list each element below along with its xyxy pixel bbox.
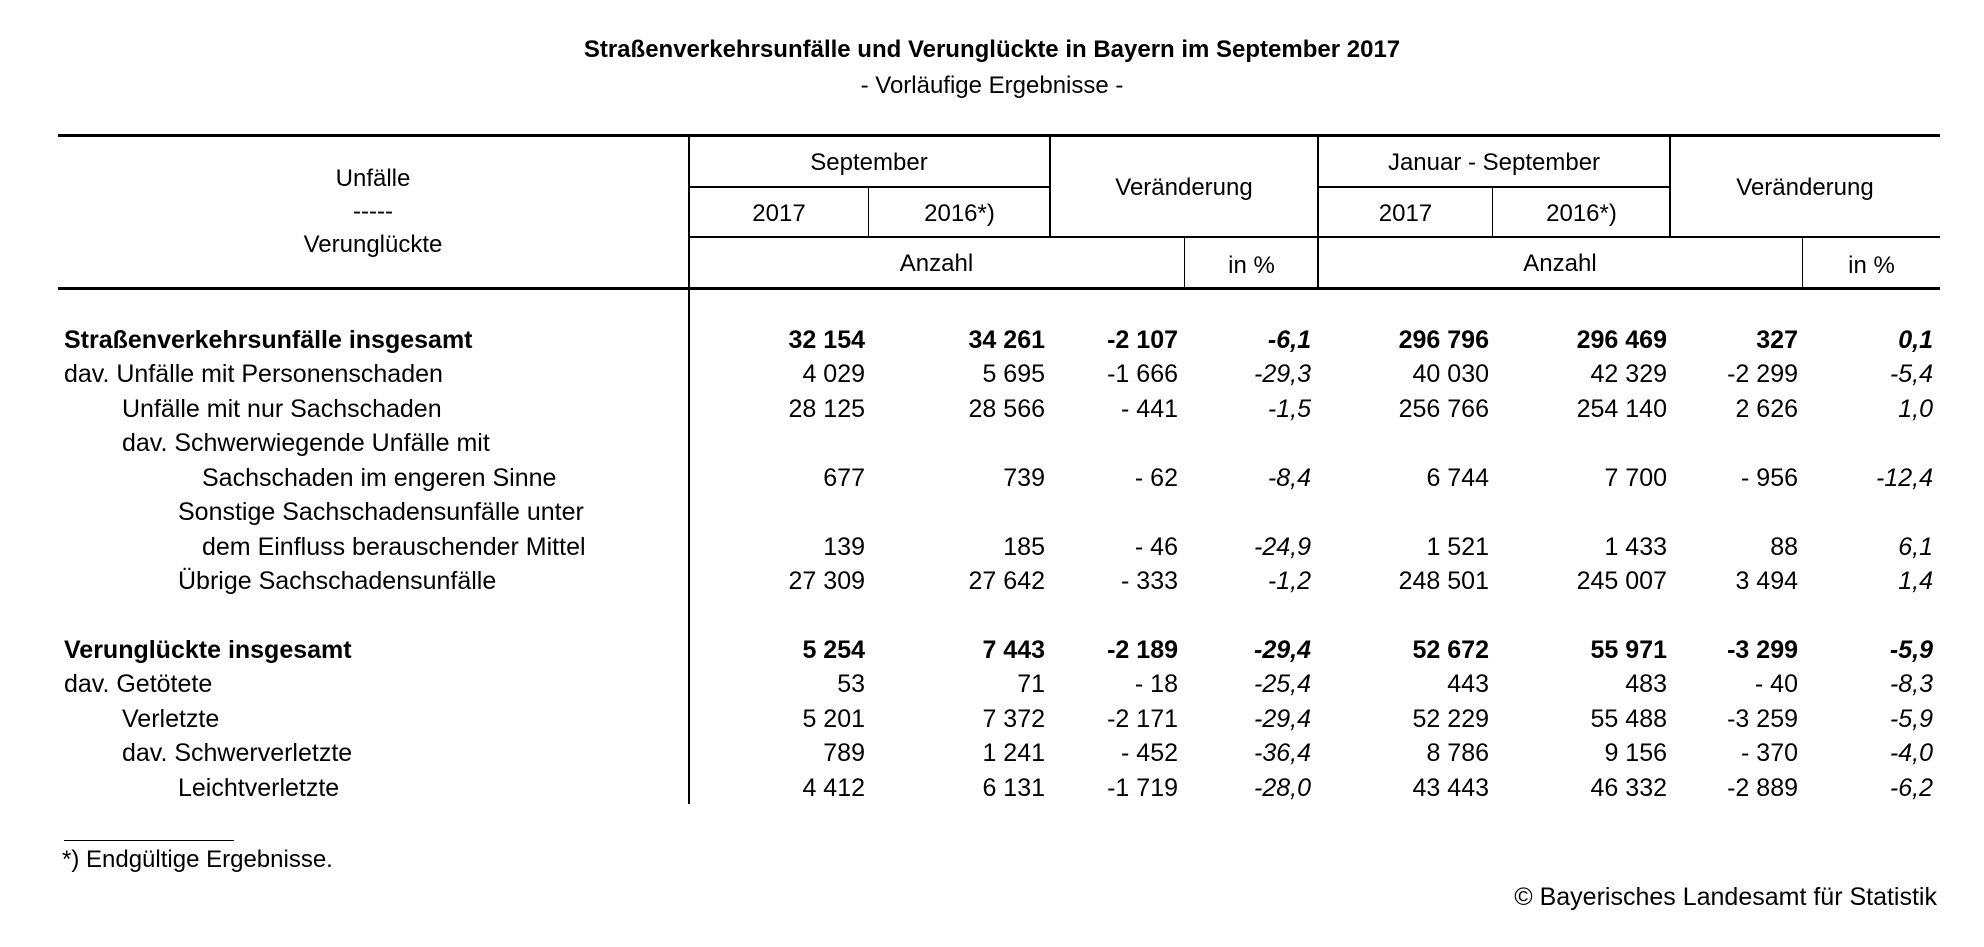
cell-sep-change: -2 189 [1107, 636, 1178, 664]
row-label: Verunglückte insgesamt [64, 636, 352, 664]
cell-sep-2017: 53 [837, 670, 865, 698]
cell-ytd-change: 88 [1770, 533, 1798, 561]
copyright-notice: © Bayerisches Landesamt für Statistik [1514, 883, 1937, 911]
cell-sep-change: -2 171 [1107, 705, 1178, 733]
row-label: Leichtverletzte [178, 774, 340, 802]
header-september: September [810, 149, 928, 176]
cell-sep-pct: -29,4 [1254, 705, 1311, 733]
rowhead-separator: ----- [353, 198, 393, 225]
cell-ytd-2016: 483 [1625, 670, 1667, 698]
cell-sep-change: - 62 [1134, 464, 1178, 492]
cell-sep-pct: -1,5 [1267, 395, 1311, 423]
page-title: Straßenverkehrsunfälle und Verunglückte in Bayern im September 2017 [583, 36, 1401, 63]
cell-ytd-2016: 7 700 [1604, 464, 1667, 492]
row-label: Unfälle mit nur Sachschaden [122, 395, 442, 423]
row-label: dav. Schwerwiegende Unfälle mit [122, 429, 490, 457]
cell-ytd-2016: 55 971 [1590, 636, 1667, 664]
cell-ytd-2017: 52 229 [1412, 705, 1489, 733]
cell-sep-2017: 4 029 [802, 360, 865, 388]
header-ytd-percent: in % [1848, 252, 1895, 279]
cell-ytd-2016: 9 156 [1604, 739, 1667, 767]
cell-sep-2016: 6 131 [982, 774, 1045, 802]
header-sep-percent: in % [1228, 252, 1275, 279]
cell-ytd-2017: 1 521 [1426, 533, 1489, 561]
header-rule-ytd-years [1318, 186, 1670, 188]
header-ytd-2017: 2017 [1378, 200, 1433, 227]
cell-sep-pct: -36,4 [1254, 739, 1311, 767]
cell-ytd-2016: 254 140 [1576, 395, 1667, 423]
cell-sep-change: - 46 [1134, 533, 1178, 561]
cell-sep-2017: 4 412 [802, 774, 865, 802]
row-label: dav. Unfälle mit Personenschaden [64, 360, 443, 388]
cell-ytd-change: -3 299 [1727, 636, 1798, 664]
cell-ytd-2017: 296 796 [1398, 326, 1489, 354]
cell-ytd-2017: 8 786 [1426, 739, 1489, 767]
cell-ytd-2017: 6 744 [1426, 464, 1489, 492]
cell-ytd-pct: -5,4 [1889, 360, 1933, 388]
cell-ytd-change: - 956 [1741, 464, 1798, 492]
cell-ytd-2017: 43 443 [1412, 774, 1489, 802]
cell-ytd-change: 327 [1756, 326, 1798, 354]
cell-ytd-2016: 46 332 [1590, 774, 1667, 802]
cell-ytd-change: 2 626 [1735, 395, 1798, 423]
cell-sep-pct: -1,2 [1267, 567, 1311, 595]
header-jan-sep: Januar - September [1387, 149, 1601, 176]
cell-ytd-change: -2 889 [1727, 774, 1798, 802]
header-ytd-count: Anzahl [1523, 250, 1597, 277]
cell-ytd-pct: -12,4 [1876, 464, 1933, 492]
cell-sep-2016: 185 [1003, 533, 1045, 561]
cell-ytd-pct: 1,0 [1898, 395, 1933, 423]
row-label: Straßenverkehrsunfälle insgesamt [64, 326, 473, 354]
cell-ytd-pct: -8,3 [1889, 670, 1933, 698]
cell-ytd-2016: 42 329 [1590, 360, 1667, 388]
cell-ytd-2017: 40 030 [1412, 360, 1489, 388]
cell-ytd-change: -3 259 [1727, 705, 1798, 733]
header-sep-change: Veränderung [1115, 174, 1253, 201]
cell-sep-pct: -25,4 [1254, 670, 1311, 698]
row-label: Sonstige Sachschadensunfälle unter [178, 498, 584, 526]
row-label: Sachschaden im engeren Sinne [202, 464, 557, 492]
cell-sep-change: - 18 [1134, 670, 1178, 698]
header-rule-units [689, 236, 1940, 238]
header-sep-count: Anzahl [899, 250, 974, 277]
row-label: Verletzte [122, 705, 220, 733]
cell-ytd-2017: 256 766 [1398, 395, 1489, 423]
footnote: *) Endgültige Ergebnisse. [62, 846, 333, 873]
cell-ytd-pct: -5,9 [1889, 705, 1933, 733]
footnote-rule [64, 840, 234, 841]
row-label: dem Einfluss berauschender Mittel [202, 533, 586, 561]
row-label: Übrige Sachschadensunfälle [178, 567, 497, 595]
cell-sep-2016: 28 566 [968, 395, 1045, 423]
header-sep-2017: 2017 [752, 200, 806, 227]
row-label: dav. Schwerverletzte [122, 739, 353, 767]
header-rule-sep-years [689, 186, 1050, 188]
cell-ytd-pct: -6,2 [1889, 774, 1933, 802]
cell-ytd-pct: 6,1 [1898, 533, 1933, 561]
cell-sep-pct: -24,9 [1254, 533, 1311, 561]
cell-ytd-pct: -5,9 [1889, 636, 1933, 664]
cell-sep-2016: 34 261 [968, 326, 1045, 354]
cell-ytd-2016: 296 469 [1576, 326, 1667, 354]
cell-sep-pct: -6,1 [1267, 326, 1311, 354]
cell-ytd-pct: -4,0 [1889, 739, 1933, 767]
cell-sep-2017: 5 201 [802, 705, 865, 733]
header-ytd-change: Veränderung [1736, 174, 1874, 201]
cell-ytd-2016: 245 007 [1576, 567, 1667, 595]
cell-sep-change: -1 666 [1107, 360, 1178, 388]
page-subtitle: - Vorläufige Ergebnisse - [860, 72, 1124, 99]
cell-sep-pct: -8,4 [1267, 464, 1311, 492]
cell-ytd-pct: 1,4 [1898, 567, 1933, 595]
cell-ytd-2017: 248 501 [1398, 567, 1489, 595]
cell-sep-2016: 7 443 [982, 636, 1045, 664]
cell-sep-2017: 789 [823, 739, 865, 767]
cell-sep-2017: 5 254 [802, 636, 865, 664]
cell-sep-pct: -29,3 [1254, 360, 1311, 388]
cell-sep-2017: 28 125 [788, 395, 865, 423]
cell-sep-2017: 677 [823, 464, 865, 492]
cell-sep-2016: 71 [1017, 670, 1045, 698]
header-bottom-rule [58, 287, 1940, 290]
cell-ytd-change: 3 494 [1735, 567, 1798, 595]
cell-ytd-2017: 443 [1447, 670, 1489, 698]
cell-sep-change: - 452 [1121, 739, 1178, 767]
header-sep-2016: 2016*) [924, 200, 995, 227]
table-top-rule [58, 134, 1940, 137]
rowhead-verunglueckte: Verunglückte [303, 231, 443, 258]
header-ytd-2016: 2016*) [1546, 200, 1617, 227]
cell-ytd-change: - 40 [1754, 670, 1798, 698]
cell-sep-change: - 441 [1121, 395, 1178, 423]
cell-sep-2016: 1 241 [982, 739, 1045, 767]
cell-sep-2017: 32 154 [788, 326, 865, 354]
cell-sep-2016: 739 [1003, 464, 1045, 492]
cell-sep-change: -2 107 [1107, 326, 1178, 354]
cell-ytd-pct: 0,1 [1898, 326, 1933, 354]
cell-sep-change: -1 719 [1107, 774, 1178, 802]
rowhead-unfaelle: Unfälle [335, 165, 411, 192]
cell-sep-2017: 27 309 [788, 567, 865, 595]
cell-sep-2016: 7 372 [982, 705, 1045, 733]
cell-ytd-change: - 370 [1741, 739, 1798, 767]
row-label: dav. Getötete [64, 670, 213, 698]
cell-ytd-2016: 55 488 [1590, 705, 1667, 733]
cell-sep-2016: 5 695 [982, 360, 1045, 388]
cell-sep-pct: -29,4 [1254, 636, 1311, 664]
cell-sep-2016: 27 642 [968, 567, 1045, 595]
cell-sep-change: - 333 [1121, 567, 1178, 595]
cell-sep-2017: 139 [823, 533, 865, 561]
cell-ytd-2016: 1 433 [1604, 533, 1667, 561]
cell-ytd-2017: 52 672 [1412, 636, 1489, 664]
cell-ytd-change: -2 299 [1727, 360, 1798, 388]
cell-sep-pct: -28,0 [1254, 774, 1311, 802]
